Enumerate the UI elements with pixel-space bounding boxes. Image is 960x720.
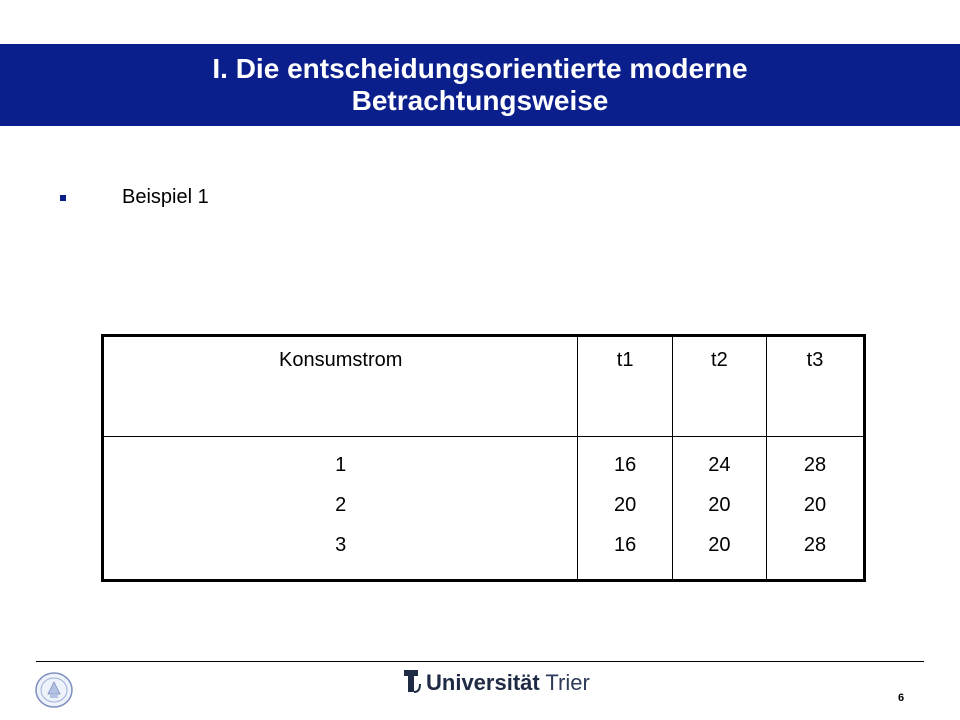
page-number: 6 — [898, 692, 905, 704]
table-header-cell: t3 — [766, 336, 864, 437]
table-row — [103, 437, 865, 581]
table-cell-value: 2 — [335, 494, 347, 516]
table-cell-value: 20 — [708, 534, 731, 556]
table-cell-value: 24 — [708, 454, 731, 476]
university-logo-icon — [404, 670, 422, 696]
slide-title-line-2: Betrachtungsweise — [351, 85, 609, 116]
slide-title-line-1: I. Die entscheidungsorientierte moderne — [212, 53, 748, 84]
table-cell-value: 16 — [613, 454, 637, 476]
table-cell-value: 16 — [613, 534, 637, 556]
data-table — [101, 334, 866, 582]
table-cell — [672, 437, 766, 581]
bullet-square-icon — [60, 195, 66, 201]
table-header-cell: t2 — [672, 336, 766, 437]
bullet-text: Beispiel 1 — [122, 186, 209, 208]
table-cell — [578, 437, 672, 581]
table-cell-value: 20 — [613, 494, 637, 516]
logo-text-light: Trier — [539, 670, 590, 695]
table-cell-value: 28 — [803, 454, 827, 476]
logo-text-bold: Universität — [426, 670, 540, 695]
slide-title-bar — [0, 44, 960, 126]
table-header-cell: Konsumstrom — [103, 336, 578, 437]
table-cell-value: 28 — [803, 534, 827, 556]
table-cell-value: 20 — [803, 494, 827, 516]
table-header-cell: t1 — [578, 336, 672, 437]
table-cell — [103, 437, 578, 581]
table-cell-value: 20 — [708, 494, 731, 516]
table-cell-value: 1 — [335, 454, 347, 476]
table-cell — [766, 437, 864, 581]
table-cell-value: 3 — [335, 534, 347, 556]
footer-divider — [36, 661, 924, 662]
logo-text — [426, 670, 590, 696]
university-logo — [404, 668, 590, 698]
table-header-row — [103, 336, 865, 437]
university-seal-icon — [34, 670, 74, 710]
bullet-item — [60, 186, 209, 209]
